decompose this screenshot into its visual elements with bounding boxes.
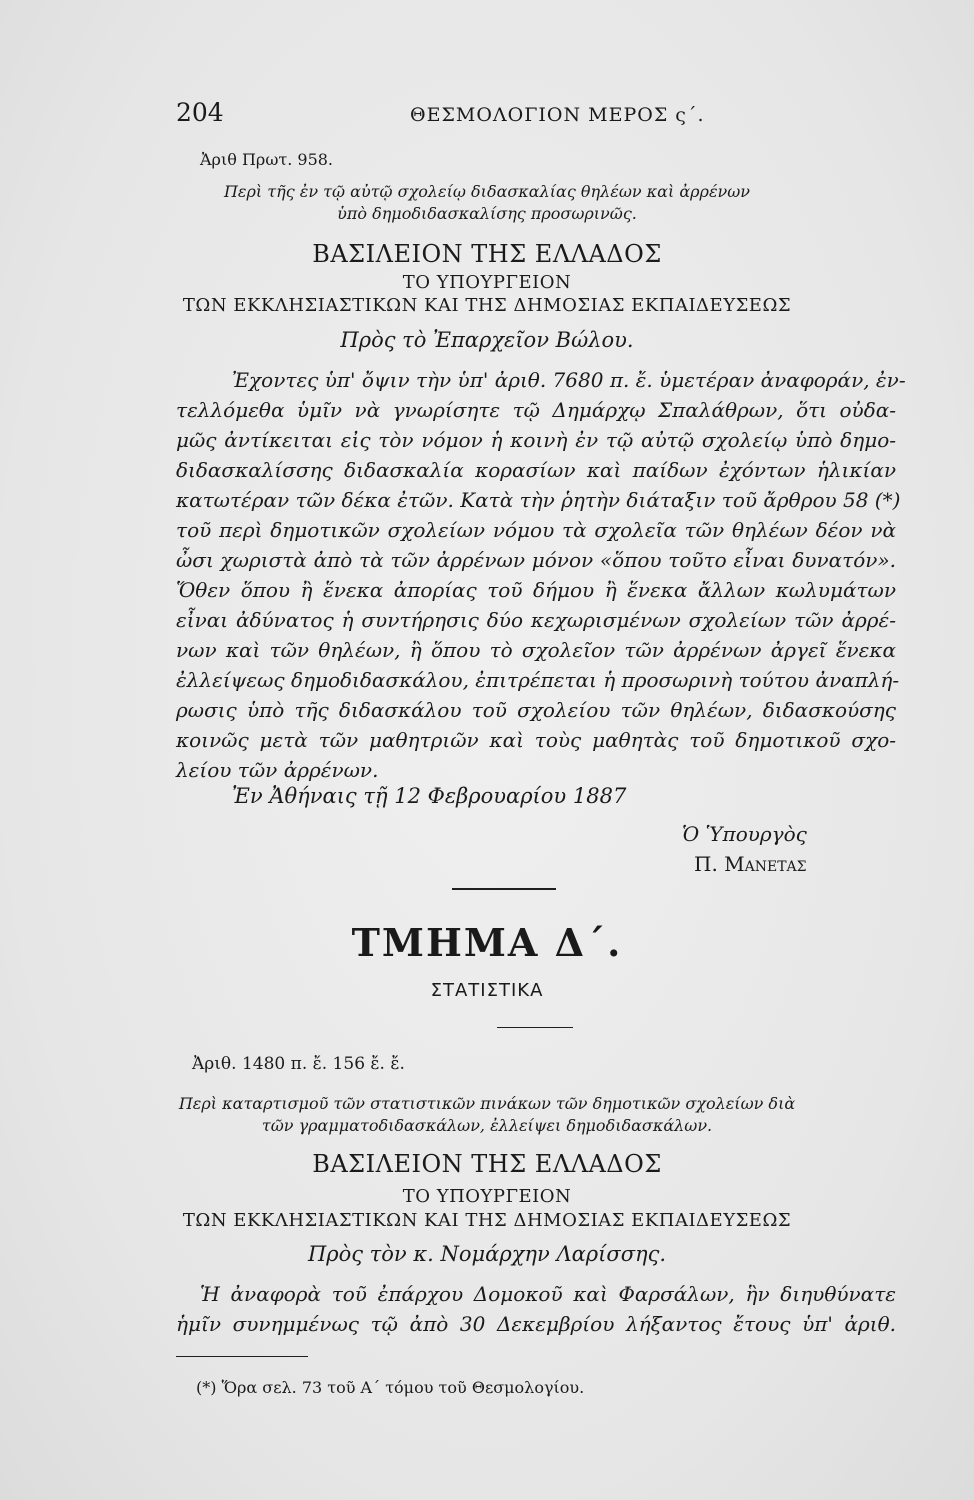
doc1-body-line: εἶναι ἀδύνατος ἡ συντήρησις δύο κεχωρισμένων σχολείων τῶν ἀρρέ- bbox=[176, 608, 896, 632]
doc2-subject-line-2: τῶν γραμματοδιδασκάλων, ἐλλείψει δημοδιδασκάλων. bbox=[261, 1116, 713, 1135]
section-subtitle: ΣΤΑΤΙΣΤΙΚΑ bbox=[430, 980, 544, 1001]
doc1-subject-line-2: ὑπὸ δημοδιδασκαλίσης προσωρινῶς. bbox=[337, 204, 637, 223]
section-title: ΤΜΗΜΑ Δ΄. bbox=[351, 920, 623, 965]
doc2-ministry-line-2: ΤΩΝ ΕΚΚΛΗΣΙΑΣΤΙΚΩΝ ΚΑΙ ΤΗΣ ΔΗΜΟΣΙΑΣ ΕΚΠΑΙΔΕΥΣΕΩΣ bbox=[182, 1210, 792, 1231]
doc2-body-line: ἡμῖν συνημμένως τῷ ἀπὸ 30 Δεκεμβρίου λήξαντος ἔτους ὑπ' ἀριθ. bbox=[176, 1312, 896, 1336]
page-number: 204 bbox=[176, 98, 224, 127]
doc2-subject-line-1: Περὶ καταρτισμοῦ τῶν στατιστικῶν πινάκων τῶν δημοτικῶν σχολείων διὰ bbox=[178, 1094, 796, 1113]
doc1-body-line: νων καὶ τῶν θηλέων, ἢ ὅπου τὸ σχολεῖον τῶν ἀρρένων ἀργεῖ ἕνεκα bbox=[176, 638, 896, 662]
doc1-dateline: Ἐν Ἀθήναις τῇ 12 Φεβρουαρίου 1887 bbox=[232, 784, 627, 808]
doc1-subject-line-1: Περὶ τῆς ἐν τῷ αὐτῷ σχολείῳ διδασκαλίας θηλέων καὶ ἀρρένων bbox=[223, 182, 751, 201]
footnote-rule bbox=[176, 1356, 308, 1357]
doc2-body-line: Ἡ ἀναφορὰ τοῦ ἐπάρχου Δομοκοῦ καὶ Φαρσάλων, ἣν διηυθύνατε bbox=[200, 1282, 896, 1306]
doc1-signature-title: Ὁ Ὑπουργὸς bbox=[682, 822, 807, 846]
doc1-body-line: Ὅθεν ὅπου ἢ ἕνεκα ἀπορίας τοῦ δήμου ἢ ἕνεκα ἄλλων κωλυμάτων bbox=[176, 578, 896, 602]
doc1-body-line: ρωσις ὑπὸ τῆς διδασκάλου τοῦ σχολείου τῶν θηλέων, διδασκούσης bbox=[176, 698, 896, 722]
doc1-body-line: μῶς ἀντίκειται εἰς τὸν νόμον ἡ κοινὴ ἐν τῷ αὐτῷ σχολείῳ ὑπὸ δημο- bbox=[176, 428, 896, 452]
doc1-body-line: διδασκαλίσσης διδασκαλία κορασίων καὶ παίδων ἐχόντων ἡλικίαν bbox=[176, 458, 896, 482]
running-title: ΘΕΣΜΟΛΟΓΙΟΝ ΜΕΡΟΣ ς΄. bbox=[410, 104, 705, 126]
doc1-ministry-line-1: ΤΟ ΥΠΟΥΡΓΕΙΟΝ bbox=[402, 272, 572, 293]
doc1-addressee: Πρὸς τὸ Ἐπαρχεῖον Βώλου. bbox=[340, 328, 634, 352]
doc2-ministry-line-1: ΤΟ ΥΠΟΥΡΓΕΙΟΝ bbox=[402, 1186, 572, 1207]
doc1-body-last-line: λείου τῶν ἀρρένων. bbox=[176, 758, 379, 782]
doc1-signature-name: Π. Μανετασ bbox=[694, 852, 807, 876]
footnote: (*) Ὅρα σελ. 73 τοῦ Α΄ τόμου τοῦ Θεσμολογίου. bbox=[196, 1378, 585, 1397]
doc1-reference: Ἀριθ Πρωτ. 958. bbox=[200, 150, 334, 169]
doc1-body-line: ἐλλείψεως δημοδιδασκάλου, ἐπιτρέπεται ἡ προσωρινὴ τούτου ἀναπλή- bbox=[176, 668, 900, 692]
doc1-body-line: τοῦ περὶ δημοτικῶν σχολείων νόμου τὰ σχολεῖα τῶν θηλέων δέον νὰ bbox=[176, 518, 896, 542]
doc1-ministry-line-2: ΤΩΝ ΕΚΚΛΗΣΙΑΣΤΙΚΩΝ ΚΑΙ ΤΗΣ ΔΗΜΟΣΙΑΣ ΕΚΠΑΙΔΕΥΣΕΩΣ bbox=[182, 295, 792, 316]
doc2-reference: Ἀριθ. 1480 π. ἔ. 156 ἔ. ἔ. bbox=[192, 1054, 405, 1074]
doc2-addressee: Πρὸς τὸν κ. Νομάρχην Λαρίσσης. bbox=[307, 1242, 667, 1266]
separator-rule bbox=[452, 888, 556, 890]
doc1-body-line: ὦσι χωριστὰ ἀπὸ τὰ τῶν ἀρρένων μόνον «ὅπου τοῦτο εἶναι δυνατόν». bbox=[176, 548, 896, 572]
doc1-body-line: τελλόμεθα ὑμῖν νὰ γνωρίσητε τῷ Δημάρχῳ Σπαλάθρων, ὅτι οὐδα- bbox=[176, 398, 896, 422]
section-rule bbox=[497, 1027, 573, 1028]
doc1-kingdom-heading: ΒΑΣΙΛΕΙΟΝ ΤΗΣ ΕΛΛΑΔΟΣ bbox=[312, 240, 662, 268]
doc1-body-line: κοινῶς μετὰ τῶν μαθητριῶν καὶ τοὺς μαθητὰς τοῦ δημοτικοῦ σχο- bbox=[176, 728, 896, 752]
doc1-body-line: Ἐχοντες ὑπ' ὄψιν τὴν ὑπ' ἀριθ. 7680 π. ἔ. ὑμετέραν ἀναφοράν, ἐν- bbox=[232, 368, 906, 392]
doc1-body-line: κατωτέραν τῶν δέκα ἐτῶν. Κατὰ τὴν ῥητὴν διάταξιν τοῦ ἄρθρου 58 (*) bbox=[176, 488, 901, 512]
doc2-kingdom-heading: ΒΑΣΙΛΕΙΟΝ ΤΗΣ ΕΛΛΑΔΟΣ bbox=[312, 1150, 662, 1178]
